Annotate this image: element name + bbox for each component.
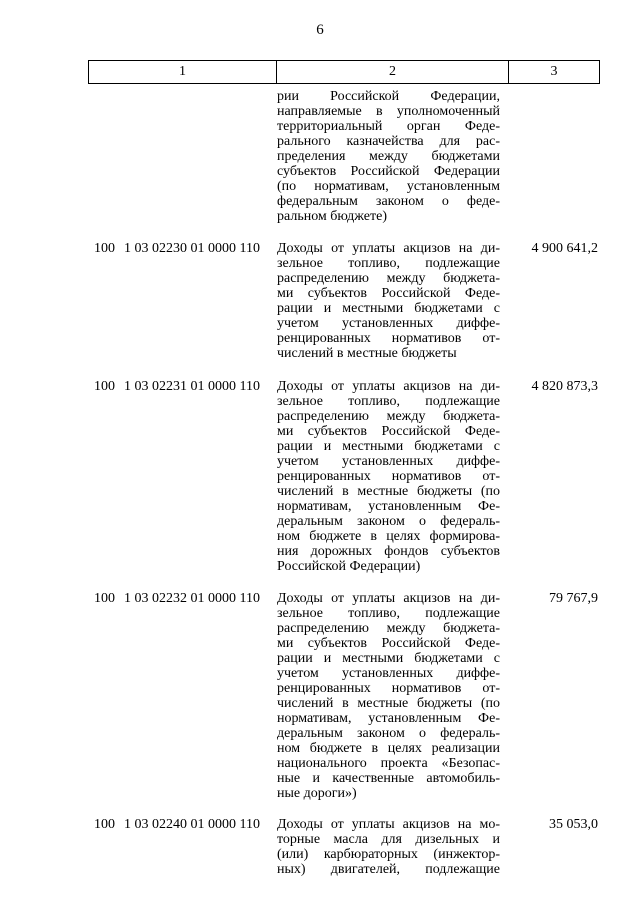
description-line: Российской Федерации) — [277, 559, 421, 574]
page-number: 6 — [316, 22, 324, 38]
description-line: числений в местные бюджеты (по — [277, 484, 500, 499]
revenue-description — [277, 379, 500, 574]
description-line: Доходы от уплаты акцизов на ди- — [277, 591, 500, 606]
revenue-description — [277, 89, 500, 224]
table-row — [0, 591, 640, 801]
description-line: нормативам, установленным Фе- — [277, 711, 500, 726]
column-header-3: 3 — [550, 64, 558, 79]
admin-code: 100 — [94, 379, 115, 394]
table-column-header — [88, 60, 600, 84]
description-line: деральным законом о федераль- — [277, 514, 500, 529]
description-line: распределению между бюджета- — [277, 409, 500, 424]
revenue-code: 1 03 02232 01 0000 110 — [124, 591, 260, 606]
revenue-description — [277, 241, 500, 361]
description-line: торные масла для дизельных и — [277, 832, 500, 847]
description-line: учетом установленных диффе- — [277, 454, 500, 469]
description-line: рации и местными бюджетами с — [277, 651, 500, 666]
description-line: нормативам, установленным Фе- — [277, 499, 500, 514]
description-line: ренцированных нормативов от- — [277, 331, 500, 346]
description-line: ном бюджете в целях реализации — [277, 741, 500, 756]
description-line: рального казначейства для рас- — [277, 134, 500, 149]
description-line: ми субъектов Российской Феде- — [277, 424, 500, 439]
amount: 35 053,0 — [549, 817, 598, 832]
description-line: рации и местными бюджетами с — [277, 301, 500, 316]
description-line: ные и качественные автомобиль- — [277, 771, 500, 786]
description-line: (по нормативам, установленным — [277, 179, 500, 194]
description-line: учетом установленных диффе- — [277, 316, 500, 331]
description-line: Доходы от уплаты акцизов на ди- — [277, 379, 500, 394]
table-row — [0, 89, 640, 224]
admin-code: 100 — [94, 591, 115, 606]
revenue-code: 1 03 02240 01 0000 110 — [124, 817, 260, 832]
amount: 4 900 641,2 — [531, 241, 598, 256]
revenue-description — [277, 817, 500, 877]
column-header-1: 1 — [89, 61, 277, 83]
description-line: рации и местными бюджетами с — [277, 439, 500, 454]
description-line: субъектов Российской Федерации — [277, 164, 500, 179]
amount: 4 820 873,3 — [531, 379, 598, 394]
description-line: (или) карбюраторных (инжектор- — [277, 847, 500, 862]
description-line: направляемые в уполномоченный — [277, 104, 500, 119]
description-line: ренцированных нормативов от- — [277, 469, 500, 484]
description-line: ных) двигателей, подлежащие — [277, 862, 500, 877]
table-body — [0, 89, 640, 877]
description-line: рии Российской Федерации, — [277, 89, 500, 104]
description-line: зельное топливо, подлежащие — [277, 394, 500, 409]
description-line: национального проекта «Безопас- — [277, 756, 500, 771]
description-line: пределения между бюджетами — [277, 149, 500, 164]
description-line: ном бюджете в целях формирова- — [277, 529, 500, 544]
revenue-code: 1 03 02231 01 0000 110 — [124, 379, 260, 394]
description-line: Доходы от уплаты акцизов на мо- — [277, 817, 500, 832]
table-row — [0, 379, 640, 574]
description-line: ния дорожных фондов субъектов — [277, 544, 500, 559]
admin-code: 100 — [94, 241, 115, 256]
description-line: деральным законом о федераль- — [277, 726, 500, 741]
description-line: ренцированных нормативов от- — [277, 681, 500, 696]
description-line: федеральным законом о феде- — [277, 194, 500, 209]
description-line: ные дороги») — [277, 786, 357, 801]
description-line: распределению между бюджета- — [277, 621, 500, 636]
table-row — [0, 241, 640, 361]
description-line: учетом установленных диффе- — [277, 666, 500, 681]
description-line: распределению между бюджета- — [277, 271, 500, 286]
table-row — [0, 817, 640, 877]
description-line: ми субъектов Российской Феде- — [277, 286, 500, 301]
revenue-description — [277, 591, 500, 801]
admin-code: 100 — [94, 817, 115, 832]
description-line: территориальный орган Феде- — [277, 119, 500, 134]
description-line: числений в местные бюджеты — [277, 346, 457, 361]
description-line: ми субъектов Российской Феде- — [277, 636, 500, 651]
amount: 79 767,9 — [549, 591, 598, 606]
revenue-code: 1 03 02230 01 0000 110 — [124, 241, 260, 256]
description-line: зельное топливо, подлежащие — [277, 606, 500, 621]
description-line: числений в местные бюджеты (по — [277, 696, 500, 711]
column-header-2: 2 — [277, 61, 509, 83]
description-line: Доходы от уплаты акцизов на ди- — [277, 241, 500, 256]
description-line: ральном бюджете) — [277, 209, 387, 224]
description-line: зельное топливо, подлежащие — [277, 256, 500, 271]
